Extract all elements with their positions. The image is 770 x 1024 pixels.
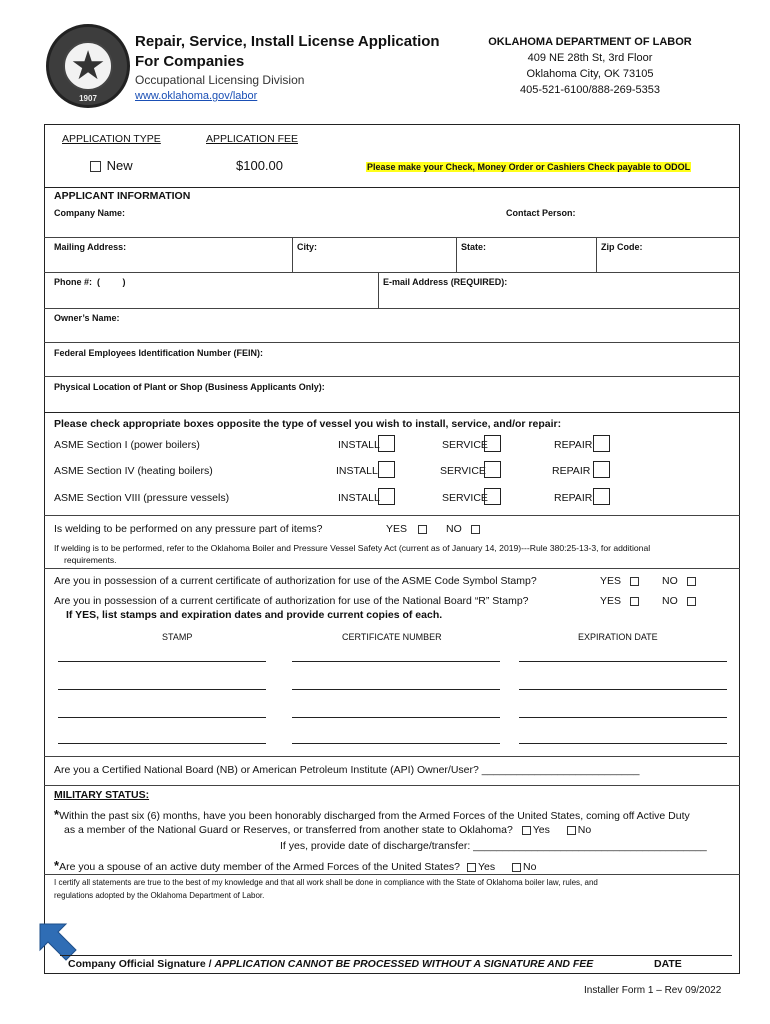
install-checkbox[interactable] bbox=[378, 461, 395, 478]
welding-question: Is welding to be performed on any pressure part of items? bbox=[54, 523, 323, 535]
repair-label: REPAIR bbox=[554, 492, 593, 504]
service-checkbox[interactable] bbox=[484, 435, 501, 452]
install-label: INSTALL bbox=[338, 439, 380, 451]
signature-label: Company Official Signature / APPLICATION CANNOT BE PROCESSED WITHOUT A SIGNATURE AND FEE bbox=[68, 958, 594, 970]
repair-label: REPAIR bbox=[552, 465, 591, 477]
spouse-no-checkbox[interactable] bbox=[512, 863, 521, 872]
seal-year: 1907 bbox=[79, 94, 97, 103]
stamp-instruction: If YES, list stamps and expiration dates and provide current copies of each. bbox=[66, 609, 443, 621]
application-fee-label: APPLICATION FEE bbox=[206, 133, 298, 145]
certificate-line[interactable] bbox=[292, 743, 500, 744]
asme-yes-checkbox[interactable] bbox=[630, 577, 639, 586]
asme-no-checkbox[interactable] bbox=[687, 577, 696, 586]
state-field[interactable]: State: bbox=[461, 242, 487, 252]
new-checkbox[interactable] bbox=[90, 161, 101, 172]
install-label: INSTALL bbox=[336, 465, 378, 477]
phone-field[interactable]: Phone #: ( ) bbox=[54, 277, 126, 287]
section-divider bbox=[44, 412, 740, 413]
discharge-date-field[interactable]: If yes, provide date of discharge/transfer: ________________________________________ bbox=[280, 840, 707, 852]
asme-no-option[interactable]: NO bbox=[662, 575, 698, 587]
company-name-field[interactable]: Company Name: bbox=[54, 208, 126, 218]
install-checkbox[interactable] bbox=[378, 435, 395, 452]
stamp-line[interactable] bbox=[58, 689, 266, 690]
row-divider bbox=[44, 376, 740, 377]
asme-yes-option[interactable]: YES bbox=[600, 575, 641, 587]
arrow-icon bbox=[38, 922, 78, 962]
nb-no-option[interactable]: NO bbox=[662, 595, 698, 607]
welding-note-cont: requirements. bbox=[64, 555, 117, 565]
zip-code-field[interactable]: Zip Code: bbox=[601, 242, 643, 252]
asme-stamp-question: Are you in possession of a current certificate of authorization for use of the ASME Code Symbol Stamp? bbox=[54, 575, 537, 587]
military-question-1-cont: as a member of the National Guard or Reserves, or transferred from another state to Oklahoma? Yes No bbox=[64, 824, 592, 836]
division-name: Occupational Licensing Division bbox=[135, 73, 305, 87]
plant-location-field[interactable]: Physical Location of Plant or Shop (Business Applicants Only): bbox=[54, 382, 325, 392]
certificate-line[interactable] bbox=[292, 689, 500, 690]
spouse-yes-checkbox[interactable] bbox=[467, 863, 476, 872]
date-label: DATE bbox=[654, 958, 682, 970]
military-yes-checkbox[interactable] bbox=[522, 826, 531, 835]
row-divider bbox=[44, 568, 740, 569]
welding-no-checkbox[interactable] bbox=[471, 525, 480, 534]
application-type-label: APPLICATION TYPE bbox=[62, 133, 161, 145]
signature-line[interactable] bbox=[60, 955, 732, 956]
service-label: SERVICE bbox=[440, 465, 486, 477]
service-checkbox[interactable] bbox=[484, 461, 501, 478]
service-label: SERVICE bbox=[442, 492, 488, 504]
star-icon: ★ bbox=[70, 44, 106, 88]
row-divider bbox=[44, 237, 740, 238]
military-question-1: *Within the past six (6) months, have you been honorably discharged from the Armed Forces of the United States, coming off Active Duty bbox=[54, 807, 690, 822]
certification-statement: I certify all statements are true to the best of my knowledge and that all work shall be done in compliance with the State of Oklahoma boiler law, rules, and bbox=[54, 878, 598, 887]
repair-checkbox[interactable] bbox=[593, 461, 610, 478]
expiration-line[interactable] bbox=[519, 717, 727, 718]
nb-yes-option[interactable]: YES bbox=[600, 595, 641, 607]
stamp-line[interactable] bbox=[58, 717, 266, 718]
repair-checkbox[interactable] bbox=[593, 488, 610, 505]
application-type-new: New bbox=[88, 158, 133, 173]
row-divider bbox=[44, 874, 740, 875]
stamp-column-header: STAMP bbox=[162, 632, 193, 642]
install-label: INSTALL bbox=[338, 492, 380, 504]
expiration-line[interactable] bbox=[519, 743, 727, 744]
vessel-row-label: ASME Section VIII (pressure vessels) bbox=[54, 492, 230, 504]
service-checkbox[interactable] bbox=[484, 488, 501, 505]
email-field[interactable]: E-mail Address (REQUIRED): bbox=[383, 277, 508, 287]
row-divider bbox=[44, 342, 740, 343]
certificate-number-column-header: CERTIFICATE NUMBER bbox=[342, 632, 442, 642]
vessel-row-label: ASME Section I (power boilers) bbox=[54, 439, 200, 451]
row-divider bbox=[44, 272, 740, 273]
nb-api-question[interactable]: Are you a Certified National Board (NB) or American Petroleum Institute (API) Owner/User? ___________________________ bbox=[54, 764, 640, 776]
row-divider bbox=[44, 515, 740, 516]
application-fee-value: $100.00 bbox=[236, 158, 283, 173]
owner-name-field[interactable]: Owner’s Name: bbox=[54, 313, 120, 323]
expiration-line[interactable] bbox=[519, 661, 727, 662]
military-question-2: *Are you a spouse of an active duty member of the Armed Forces of the United States? Yes No bbox=[54, 858, 537, 873]
stamp-line[interactable] bbox=[58, 743, 266, 744]
expiration-line[interactable] bbox=[519, 689, 727, 690]
payable-note: Please make your Check, Money Order or Cashiers Check payable to ODOL bbox=[367, 162, 691, 172]
welding-no-option[interactable]: NO bbox=[446, 523, 482, 535]
website-link[interactable]: www.oklahoma.gov/labor bbox=[135, 90, 258, 102]
mailing-address-field[interactable]: Mailing Address: bbox=[54, 242, 127, 252]
row-divider bbox=[44, 785, 740, 786]
row-divider bbox=[44, 308, 740, 309]
department-address: OKLAHOMA DEPARTMENT OF LABOR 409 NE 28th St, 3rd Floor Oklahoma City, OK 73105 405-521-6100/888-269-5353 bbox=[488, 36, 692, 96]
welding-note: If welding is to be performed, refer to the Oklahoma Boiler and Pressure Vessel Safety Act (current as of January 14, 2019)---Rule 380:25-13-3, for additional bbox=[54, 543, 651, 553]
certification-statement-cont: regulations adopted by the Oklahoma Department of Labor. bbox=[54, 891, 265, 900]
vessel-row-label: ASME Section IV (heating boilers) bbox=[54, 465, 213, 477]
certificate-line[interactable] bbox=[292, 661, 500, 662]
fein-field[interactable]: Federal Employees Identification Number (FEIN): bbox=[54, 348, 264, 358]
nb-no-checkbox[interactable] bbox=[687, 597, 696, 606]
city-field[interactable]: City: bbox=[297, 242, 317, 252]
nb-yes-checkbox[interactable] bbox=[630, 597, 639, 606]
certificate-line[interactable] bbox=[292, 717, 500, 718]
military-no-checkbox[interactable] bbox=[567, 826, 576, 835]
welding-yes-checkbox[interactable] bbox=[418, 525, 427, 534]
page-title: Repair, Service, Install License Application For Companies bbox=[135, 33, 440, 70]
welding-yes-option[interactable]: YES bbox=[386, 523, 429, 535]
contact-person-field[interactable]: Contact Person: bbox=[506, 208, 576, 218]
service-label: SERVICE bbox=[442, 439, 488, 451]
applicant-section-title: APPLICANT INFORMATION bbox=[54, 190, 191, 202]
expiration-date-column-header: EXPIRATION DATE bbox=[578, 632, 658, 642]
repair-label: REPAIR bbox=[554, 439, 593, 451]
state-seal bbox=[46, 24, 130, 108]
section-divider bbox=[44, 187, 740, 188]
install-checkbox[interactable] bbox=[378, 488, 395, 505]
repair-checkbox[interactable] bbox=[593, 435, 610, 452]
military-status-title: MILITARY STATUS: bbox=[54, 789, 150, 801]
stamp-line[interactable] bbox=[58, 661, 266, 662]
vessel-instruction: Please check appropriate boxes opposite the type of vessel you wish to install, service, and/or repair: bbox=[54, 418, 562, 430]
form-revision: Installer Form 1 – Rev 09/2022 bbox=[584, 985, 722, 996]
row-divider bbox=[44, 756, 740, 757]
seal-center bbox=[63, 41, 113, 91]
nb-stamp-question: Are you in possession of a current certificate of authorization for use of the National Board “R” Stamp? bbox=[54, 595, 529, 607]
